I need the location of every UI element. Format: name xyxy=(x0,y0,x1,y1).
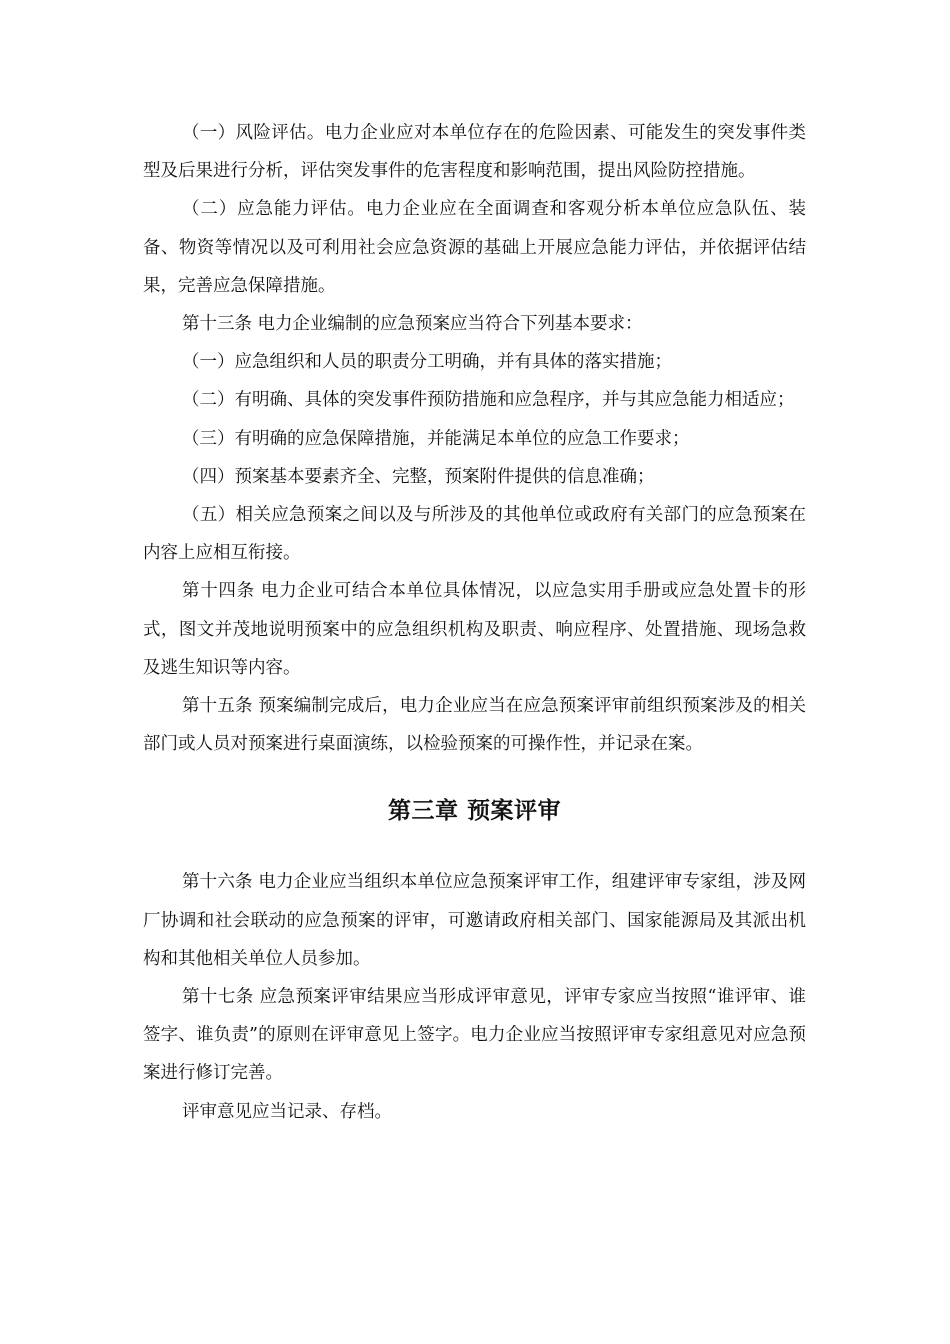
article-13-item-4: （四）预案基本要素齐全、完整，预案附件提供的信息准确； xyxy=(182,466,655,487)
paragraph-capability-assessment: （二）应急能力评估。电力企业应在全面调查和客观分析本单位应急队伍、装备、物资等情况以及可利用社会应急资源的基础上开展应急能力评估，并依据评估结果，完善应急保障措施。 xyxy=(143,199,806,296)
review-opinion-note: 评审意见应当记录、存档。 xyxy=(182,1101,392,1122)
article-13-item-1: （一）应急组织和人员的职责分工明确，并有具体的落实措施； xyxy=(182,352,672,373)
paragraph-risk-assessment: （一）风险评估。电力企业应对本单位存在的危险因素、可能发生的突发事件类型及后果进行分析，评估突发事件的危害程度和影响范围，提出风险防控措施。 xyxy=(143,123,806,182)
chapter-title: 第三章 预案评审 xyxy=(387,797,561,825)
article-13-item-3: （三）有明确的应急保障措施，并能满足本单位的应急工作要求； xyxy=(182,428,690,449)
article-17: 第十七条 应急预案评审结果应当形成评审意见，评审专家应当按照“谁评审、谁签字、谁负责”的原则在评审意见上签字。电力企业应当按照评审专家组意见对应急预案进行修订完善。 xyxy=(143,987,806,1084)
article-13: 第十三条 电力企业编制的应急预案应当符合下列基本要求： xyxy=(182,314,643,335)
article-13-item-5: （五）相关应急预案之间以及与所涉及的其他单位或政府有关部门的应急预案在内容上应相互衔接。 xyxy=(143,505,806,564)
article-14: 第十四条 电力企业可结合本单位具体情况，以应急实用手册或应急处置卡的形式，图文并茂地说明预案中的应急组织机构及职责、响应程序、处置措施、现场急救及逃生知识等内容。 xyxy=(143,581,806,678)
article-16: 第十六条 电力企业应当组织本单位应急预案评审工作，组建评审专家组，涉及网厂协调和社会联动的应急预案的评审，可邀请政府相关部门、国家能源局及其派出机构和其他相关单位人员参加。 xyxy=(143,872,806,969)
article-13-item-2: （二）有明确、具体的突发事件预防措施和应急程序，并与其应急能力相适应； xyxy=(182,390,795,411)
document-page xyxy=(143,114,806,1131)
article-15: 第十五条 预案编制完成后，电力企业应当在应急预案评审前组织预案涉及的相关部门或人员对预案进行桌面演练，以检验预案的可操作性，并记录在案。 xyxy=(143,696,806,755)
